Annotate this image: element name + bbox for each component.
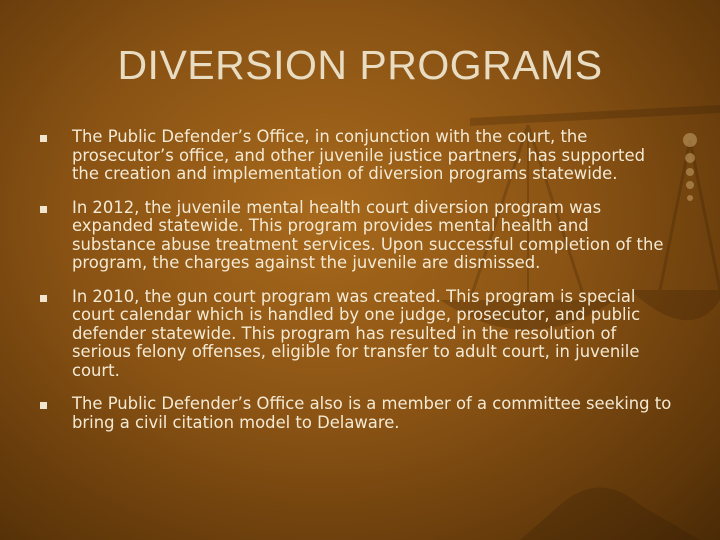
list-item <box>36 199 676 273</box>
list-item <box>36 395 676 432</box>
bullet-list <box>36 128 676 447</box>
list-item <box>36 288 676 381</box>
bullet-square-icon <box>40 402 47 409</box>
bullet-square-icon <box>40 206 47 213</box>
bullet-square-icon <box>40 135 47 142</box>
list-item <box>36 128 676 184</box>
bullet-text: In 2012, the juvenile mental health court diversion program was expanded statewide. This program provides mental health and substance abuse treatment services. Upon successful completion of the program, the charges against the juvenile are dismissed. <box>72 197 664 272</box>
page-title: DIVERSION PROGRAMS <box>117 42 603 88</box>
bullet-text: In 2010, the gun court program was created. This program is special court calendar which is handled by one judge, prosecutor, and public defender statewide. This program has resulted in the resolution of serious felony offenses, eligible for transfer to adult court, in juvenile court. <box>72 286 641 380</box>
bullet-text: The Public Defender’s Office also is a member of a committee seeking to bring a civil citation model to Delaware. <box>72 394 672 432</box>
bullet-square-icon <box>40 295 47 302</box>
bullet-text: The Public Defender’s Office, in conjunction with the court, the prosecutor’s office, and other juvenile justice partners, has supported the creation and implementation of diversion programs statewide. <box>72 127 645 183</box>
